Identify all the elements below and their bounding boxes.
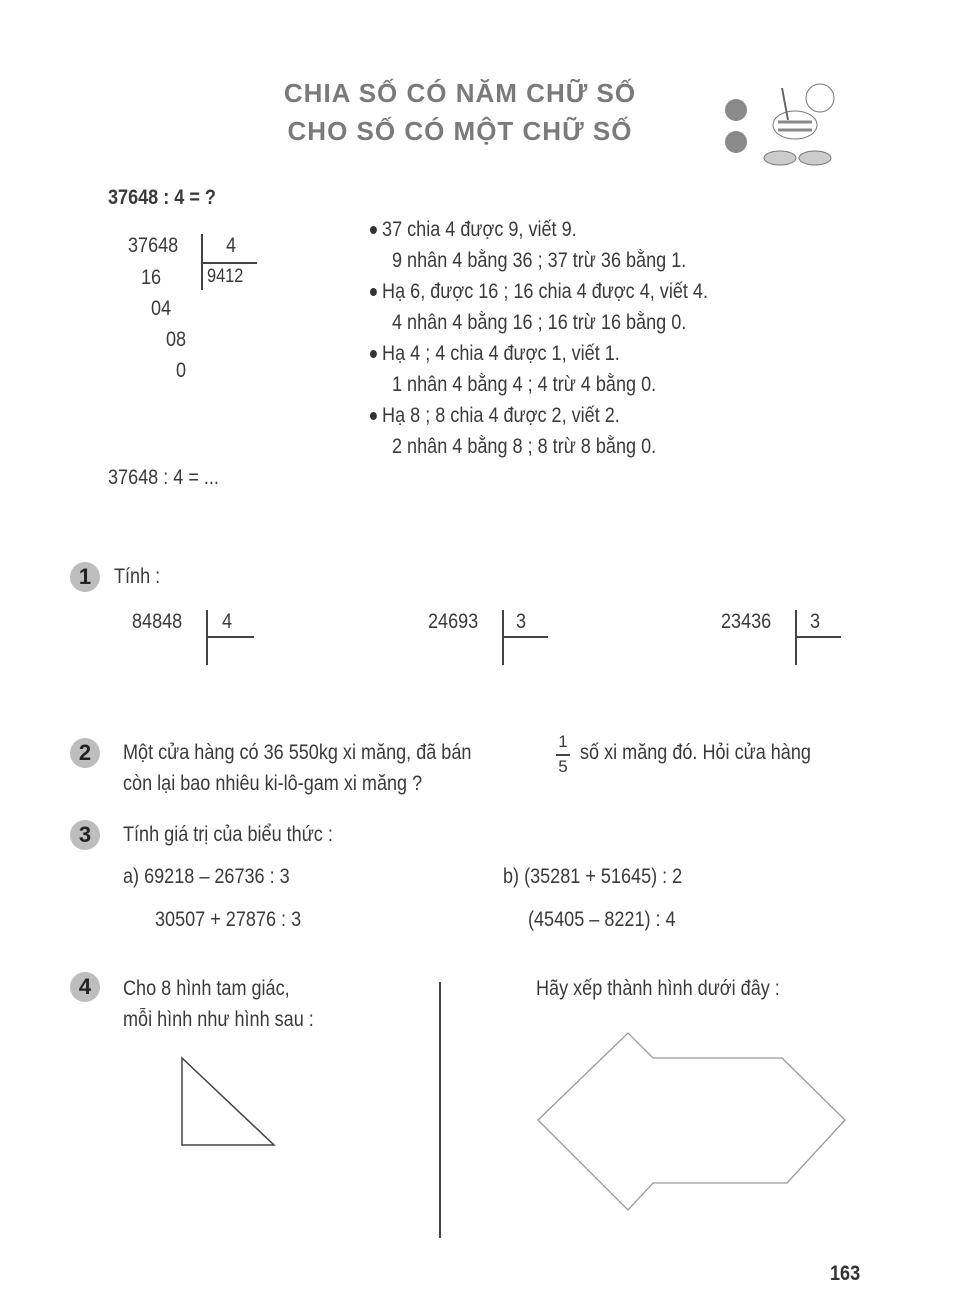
bee-mascot-icon bbox=[720, 80, 850, 170]
expression-a1: a) 69218 – 26736 : 3 bbox=[123, 865, 290, 888]
divisor: 3 bbox=[810, 610, 821, 633]
fraction-bar bbox=[556, 754, 570, 756]
exercise-4-line1: Cho 8 hình tam giác, bbox=[123, 977, 290, 1000]
divisor: 4 bbox=[222, 610, 233, 633]
example-result: 37648 : 4 = ... bbox=[108, 466, 219, 489]
expression-a2: 30507 + 27876 : 3 bbox=[155, 908, 302, 931]
division-bar bbox=[795, 610, 797, 665]
exercise-3-label: Tính giá trị của biểu thức : bbox=[123, 823, 333, 846]
explanation-item: Hạ 8 ; 8 chia 4 được 2, viết 2. bbox=[370, 404, 620, 428]
explanation-line: 4 nhân 4 bằng 16 ; 16 trừ 16 bằng 0. bbox=[392, 311, 687, 334]
exercise-number-badge: 3 bbox=[70, 820, 100, 850]
explanation-line: 2 nhân 4 bằng 8 ; 8 trừ 8 bằng 0. bbox=[392, 435, 657, 458]
exercise-2-line2: còn lại bao nhiêu ki-lô-gam xi măng ? bbox=[123, 772, 423, 795]
exercise-number-badge: 2 bbox=[70, 738, 100, 768]
triangle-figure bbox=[170, 1050, 290, 1150]
divisor: 4 bbox=[226, 234, 237, 257]
step-remainder: 04 bbox=[151, 297, 172, 320]
exercise-1-label: Tính : bbox=[114, 565, 161, 588]
exercise-4-line2: mỗi hình như hình sau : bbox=[123, 1008, 314, 1031]
exercise-2-text-cont: số xi măng đó. Hỏi cửa hàng bbox=[580, 741, 811, 764]
division-underline bbox=[795, 636, 841, 638]
explanation-line: 1 nhân 4 bằng 4 ; 4 trừ 4 bằng 0. bbox=[392, 373, 657, 396]
division-bar bbox=[206, 610, 208, 665]
explanation-item: Hạ 6, được 16 ; 16 chia 4 được 4, viết 4. bbox=[370, 280, 708, 304]
division-underline bbox=[206, 636, 254, 638]
quotient: 9412 bbox=[207, 266, 244, 287]
dividend: 37648 bbox=[128, 234, 179, 257]
division-underline bbox=[201, 262, 257, 264]
example-question: 37648 : 4 = ? bbox=[108, 186, 216, 209]
explanation-line: 9 nhân 4 bằng 36 ; 37 trừ 36 bằng 1. bbox=[392, 249, 687, 272]
exercise-4-instruction: Hãy xếp thành hình dưới đây : bbox=[536, 977, 780, 1000]
dividend: 23436 bbox=[721, 610, 772, 633]
expression-b2: (45405 – 8221) : 4 bbox=[528, 908, 676, 931]
divisor: 3 bbox=[516, 610, 527, 633]
explanation-item: Hạ 4 ; 4 chia 4 được 1, viết 1. bbox=[370, 342, 620, 366]
division-underline bbox=[502, 636, 548, 638]
exercise-2-text: Một cửa hàng có 36 550kg xi măng, đã bán bbox=[123, 741, 472, 764]
column-divider bbox=[439, 982, 441, 1238]
dividend: 84848 bbox=[132, 610, 183, 633]
fraction-numerator: 1 bbox=[558, 732, 568, 751]
fraction-denominator: 5 bbox=[558, 757, 568, 776]
dividend: 24693 bbox=[428, 610, 479, 633]
expression-b1: b) (35281 + 51645) : 2 bbox=[503, 865, 683, 888]
division-bar bbox=[502, 610, 504, 665]
step-remainder: 08 bbox=[166, 328, 187, 351]
step-remainder: 16 bbox=[141, 266, 162, 289]
lesson-title-line2: CHO SỐ CÓ MỘT CHỮ SỐ bbox=[287, 116, 633, 146]
lesson-title-line1: CHIA SỐ CÓ NĂM CHỮ SỐ bbox=[283, 78, 637, 108]
step-remainder: 0 bbox=[176, 359, 187, 382]
exercise-number-badge: 4 bbox=[70, 972, 100, 1002]
page-number: 163 bbox=[830, 1262, 861, 1285]
explanation-item: 37 chia 4 được 9, viết 9. bbox=[370, 218, 577, 242]
exercise-number-badge: 1 bbox=[70, 562, 100, 592]
